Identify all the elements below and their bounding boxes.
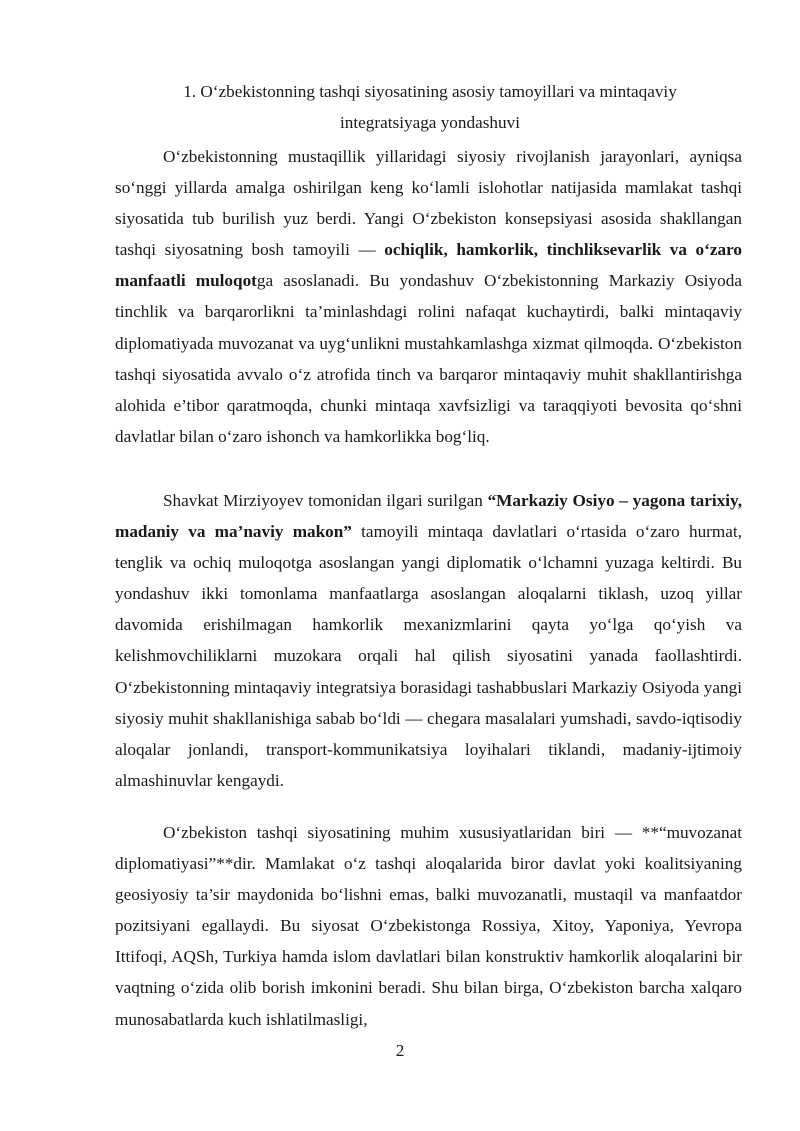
paragraph-3-text: O‘zbekiston tashqi siyosatining muhim xususiyatlaridan biri — **“muvozanat diplomatiyasi”**dir. Mamlakat o‘z tashqi aloqalarida biror davlat yoki koalitsiyaning geosiyosiy ta’sir maydonida bo‘lishni emas, balki muvozanatli, mustaqil va manfaatdor pozitsiyani egallaydi. Bu siyosat O‘zbekistonga Rossiya, Xitoy, Yaponiya, Yevropa Ittifoqi, AQSh, Turkiya hamda islom davlatlari bilan konstruktiv hamkorlik aloqalarini bir vaqtning o‘zida olib borish imkonini beradi. Shu bilan birga, O‘zbekiston barcha xalqaro munosabatlarda kuch ishlatilmasligi, xyxy=(115,823,742,1029)
paragraph-2-text-b: tamoyili mintaqa davlatlari o‘rtasida o‘zaro hurmat, tenglik va ochiq muloqotga asoslangan yangi diplomatik o‘lchamni yuzaga keltirdi. Bu yondashuv ikki tomonlama manfaatlarga asoslangan aloqalarni tiklash, uzoq yillar davomida erishilmagan hamkorlik mexanizmlarini qayta yo‘lga qo‘yish va kelishmovchiliklarni muzokara orqali hal qilish siyosatini yanada faollashtirdi. O‘zbekistonning mintaqaviy integratsiya borasidagi tashabbuslari Markaziy Osiyoda yangi siyosiy muhit shakllanishiga sabab bo‘ldi — chegara masalalari yumshadi, savdo-iqtisodiy aloqalar jonlandi, transport-kommunikatsiya loyihalari tiklandi, madaniy-ijtimoiy almashinuvlar kengaydi. xyxy=(115,522,742,790)
heading-line-1: 1. O‘zbekistonning tashqi siyosatining asosiy tamoyillari va mintaqaviy xyxy=(183,82,677,101)
paragraph-1-text-a: O‘zbekistonning mustaqillik yillaridagi siyosiy rivojlanish jarayonlari, ayniqsa so‘nggi yillarda amalga oshirilgan keng ko‘lamli islohotlar natijasida mamlakat tashqi siyosatida tub burilish yuz berdi. Yangi O‘zbekiston konsepsiyasi asosida shakllangan tashqi siyosatning bosh tamoyili — xyxy=(115,147,742,260)
paragraph-2 xyxy=(115,485,742,796)
paragraph-2-bold: “Markaziy Osiyo – yagona tarixiy, madaniy va ma’naviy makon” xyxy=(115,491,742,542)
heading-line-2: integratsiyaga yondashuvi xyxy=(340,113,520,132)
paragraph-1-text-b: ga asoslanadi. Bu yondashuv O‘zbekistonning Markaziy Osiyoda tinchlik va barqarorlikni ta’minlashdagi rolini nafaqat kuchaytirdi, balki mintaqaviy diplomatiyada muvozanat va uyg‘unlikni mustahkamlashga xizmat qilmoqda. O‘zbekiston tashqi siyosatida avvalo o‘z atrofida tinch va barqaror mintaqaviy muhit shakllantirishga alohida e’tibor qaratmoqda, chunki mintaqa xavfsizligi va taraqqiyoti bevosita qo‘shni davlatlar bilan o‘zaro ishonch va hamkorlikka bog‘liq. xyxy=(115,271,742,446)
paragraph-1 xyxy=(115,141,742,452)
paragraph-1-bold: ochiqlik, hamkorlik, tinchliksevarlik va o‘zaro manfaatli muloqot xyxy=(115,240,742,291)
paragraph-3 xyxy=(115,817,742,1035)
paragraph-2-text-a: Shavkat Mirziyoyev tomonidan ilgari surilgan xyxy=(163,491,488,510)
page-number: 2 xyxy=(395,1041,405,1060)
section-heading xyxy=(115,76,745,138)
